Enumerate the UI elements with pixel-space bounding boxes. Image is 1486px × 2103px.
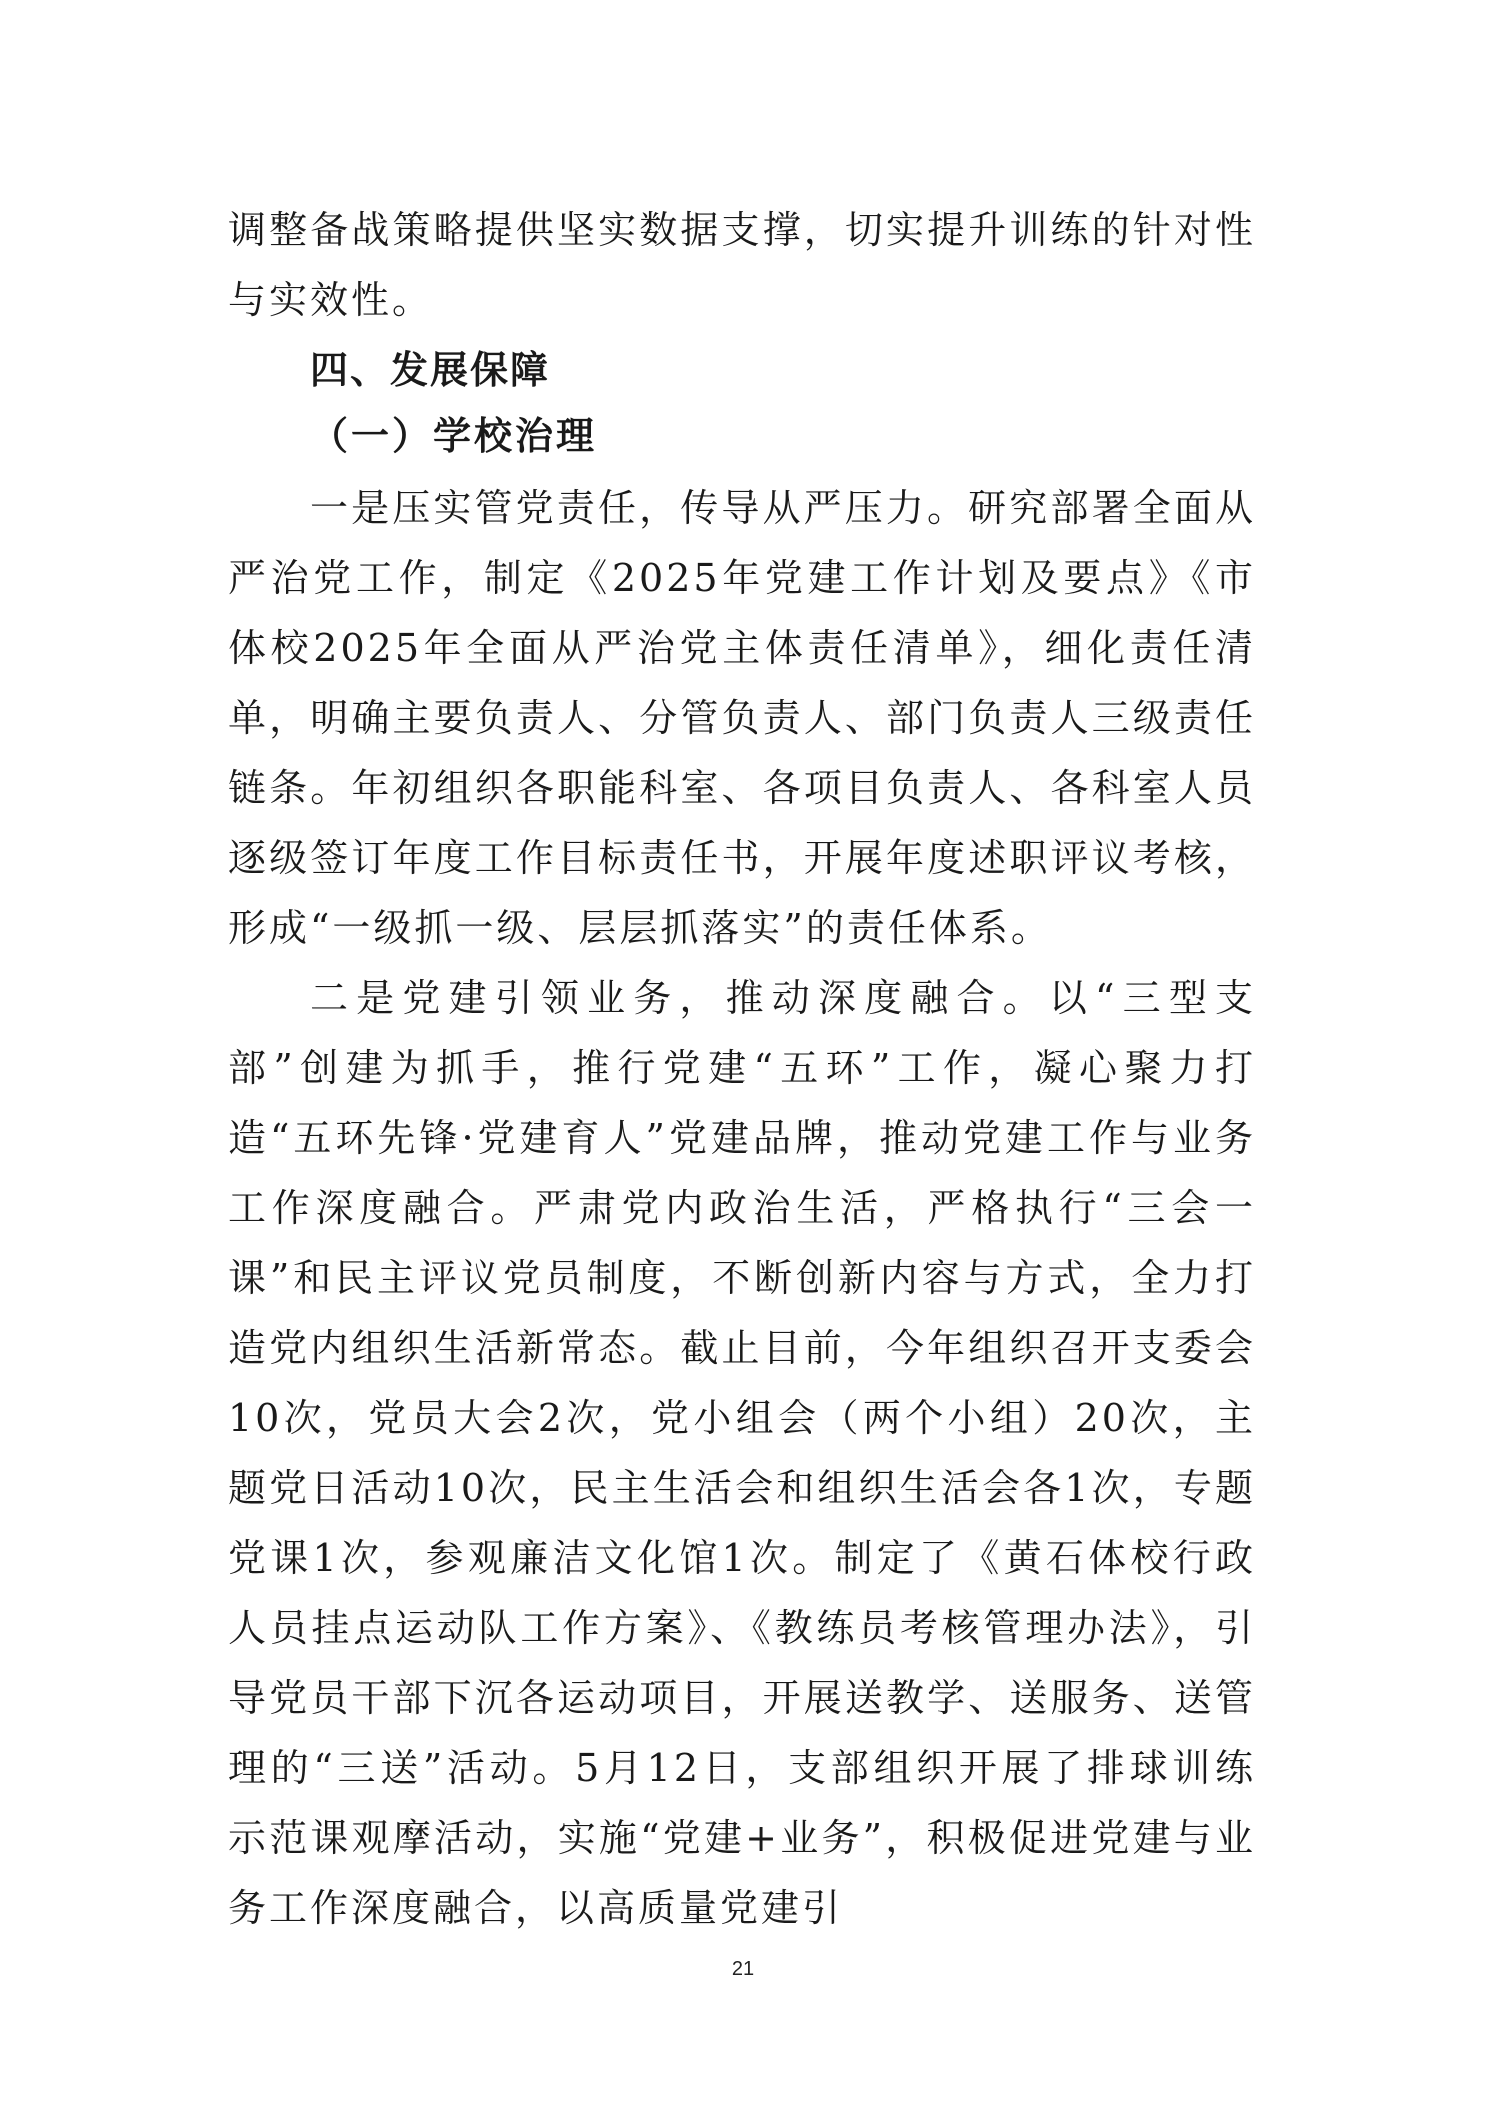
- continuation-paragraph: 调整备战策略提供坚实数据支撑，切实提升训练的针对性与实效性。: [228, 208, 1256, 322]
- page-number: 21: [731, 1958, 755, 1980]
- document-body: [228, 195, 1256, 1943]
- section-heading: 四、发展保障: [310, 348, 551, 392]
- subsection-heading: （一）学校治理: [310, 413, 598, 458]
- paragraph-party-responsibility: 一是压实管党责任，传导从严压力。研究部署全面从严治党工作，制定《2025年党建工作计划及要点》《市体校2025年全面从严治党主体责任清单》，细化责任清单，明确主要负责人、分管负责人、部门负责人三级责任链条。年初组织各职能科室、各项目负责人、各科室人员逐级签订年度工作目标责任书，开展年度述职评议考核，形成“一级抓一级、层层抓落实”的责任体系。: [228, 486, 1256, 950]
- paragraph-party-building: 二是党建引领业务，推动深度融合。以“三型支部”创建为抓手，推行党建“五环”工作，凝心聚力打造“五环先锋·党建育人”党建品牌，推动党建工作与业务工作深度融合。严肃党内政治生活，严格执行“三会一课”和民主评议党员制度，不断创新内容与方式，全力打造党内组织生活新常态。截止目前，今年组织召开支委会10次，党员大会2次，党小组会（两个小组）20次，主题党日活动10次，民主生活会和组织生活会各1次，专题党课1次，参观廉洁文化馆1次。制定了《黄石体校行政人员挂点运动队工作方案》、《教练员考核管理办法》，引导党员干部下沉各运动项目，开展送教学、送服务、送管理的“三送”活动。5月12日，支部组织开展了排球训练示范课观摩活动，实施“党建+业务”，积极促进党建与业务工作深度融合，以高质量党建引: [228, 976, 1256, 1930]
